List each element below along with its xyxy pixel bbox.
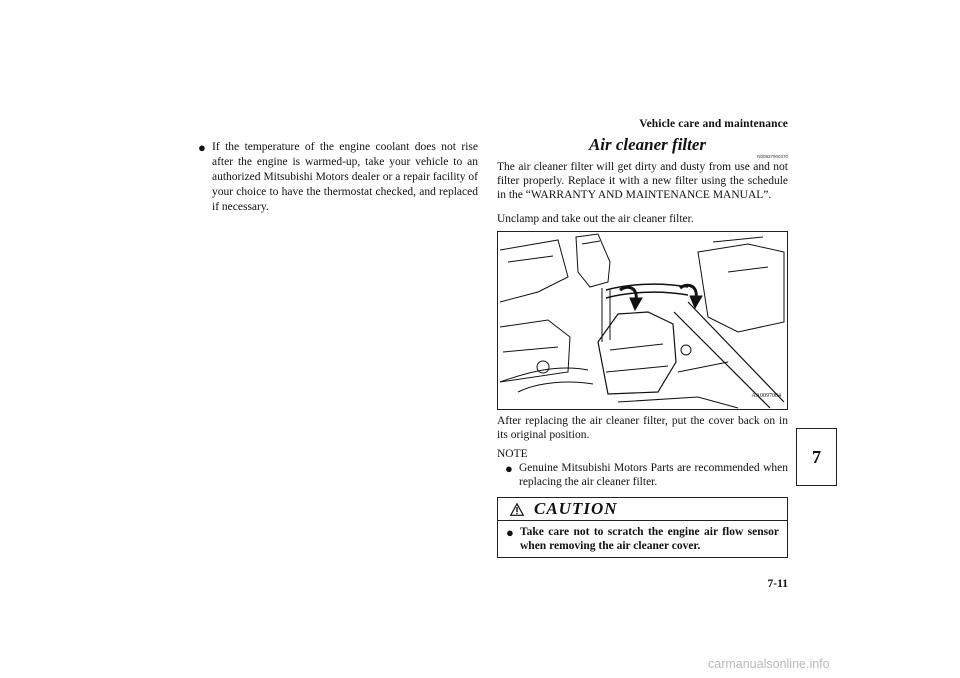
list-item xyxy=(506,525,779,553)
right-column xyxy=(497,134,788,558)
page-number: 7-11 xyxy=(767,578,788,590)
intro-paragraph: The air cleaner filter will get dirty and dusty from use and not filter properly. Replace it with a new filter using the schedule in the “WARRANTY AND MAINTENANCE MANUAL”. xyxy=(497,161,788,201)
list-item xyxy=(198,140,478,215)
figure-code: AA0097004 xyxy=(751,393,781,399)
note-label: NOTE xyxy=(497,448,528,460)
chapter-tab: 7 xyxy=(796,428,837,486)
bullet-icon: ● xyxy=(506,525,514,540)
bullet-icon: ● xyxy=(505,461,513,476)
caution-header xyxy=(498,498,787,521)
note-bullet-text: Genuine Mitsubishi Motors Parts are recommended when replacing the air cleaner filter. xyxy=(519,462,788,488)
caution-title: CAUTION xyxy=(534,499,618,518)
list-item xyxy=(497,461,788,489)
coolant-bullet-text: If the temperature of the engine coolant does not rise after the engine is warmed-up, take your vehicle to an authorized Mitsubishi Motors dealer or a repair facility of your choice to have the thermostat checked, and replaced if necessary. xyxy=(212,141,478,213)
caution-bullet-text: Take care not to scratch the engine air flow sensor when removing the air cleaner cover. xyxy=(520,526,779,552)
engine-bay-drawing xyxy=(498,232,787,409)
bullet-icon: ● xyxy=(198,140,206,155)
caution-box xyxy=(497,497,788,558)
warning-triangle-icon xyxy=(510,503,524,516)
section-title: Air cleaner filter xyxy=(588,135,707,154)
instruction-paragraph: Unclamp and take out the air cleaner filter. xyxy=(497,213,694,225)
caution-body xyxy=(498,521,787,557)
running-header: Vehicle care and maintenance xyxy=(639,118,788,130)
air-cleaner-illustration xyxy=(497,231,788,410)
watermark: carmanualsonline.info xyxy=(708,657,830,671)
section-code: N00937900370 xyxy=(757,154,788,159)
after-paragraph: After replacing the air cleaner filter, put the cover back on in its original position. xyxy=(497,415,788,441)
left-column xyxy=(198,140,478,215)
